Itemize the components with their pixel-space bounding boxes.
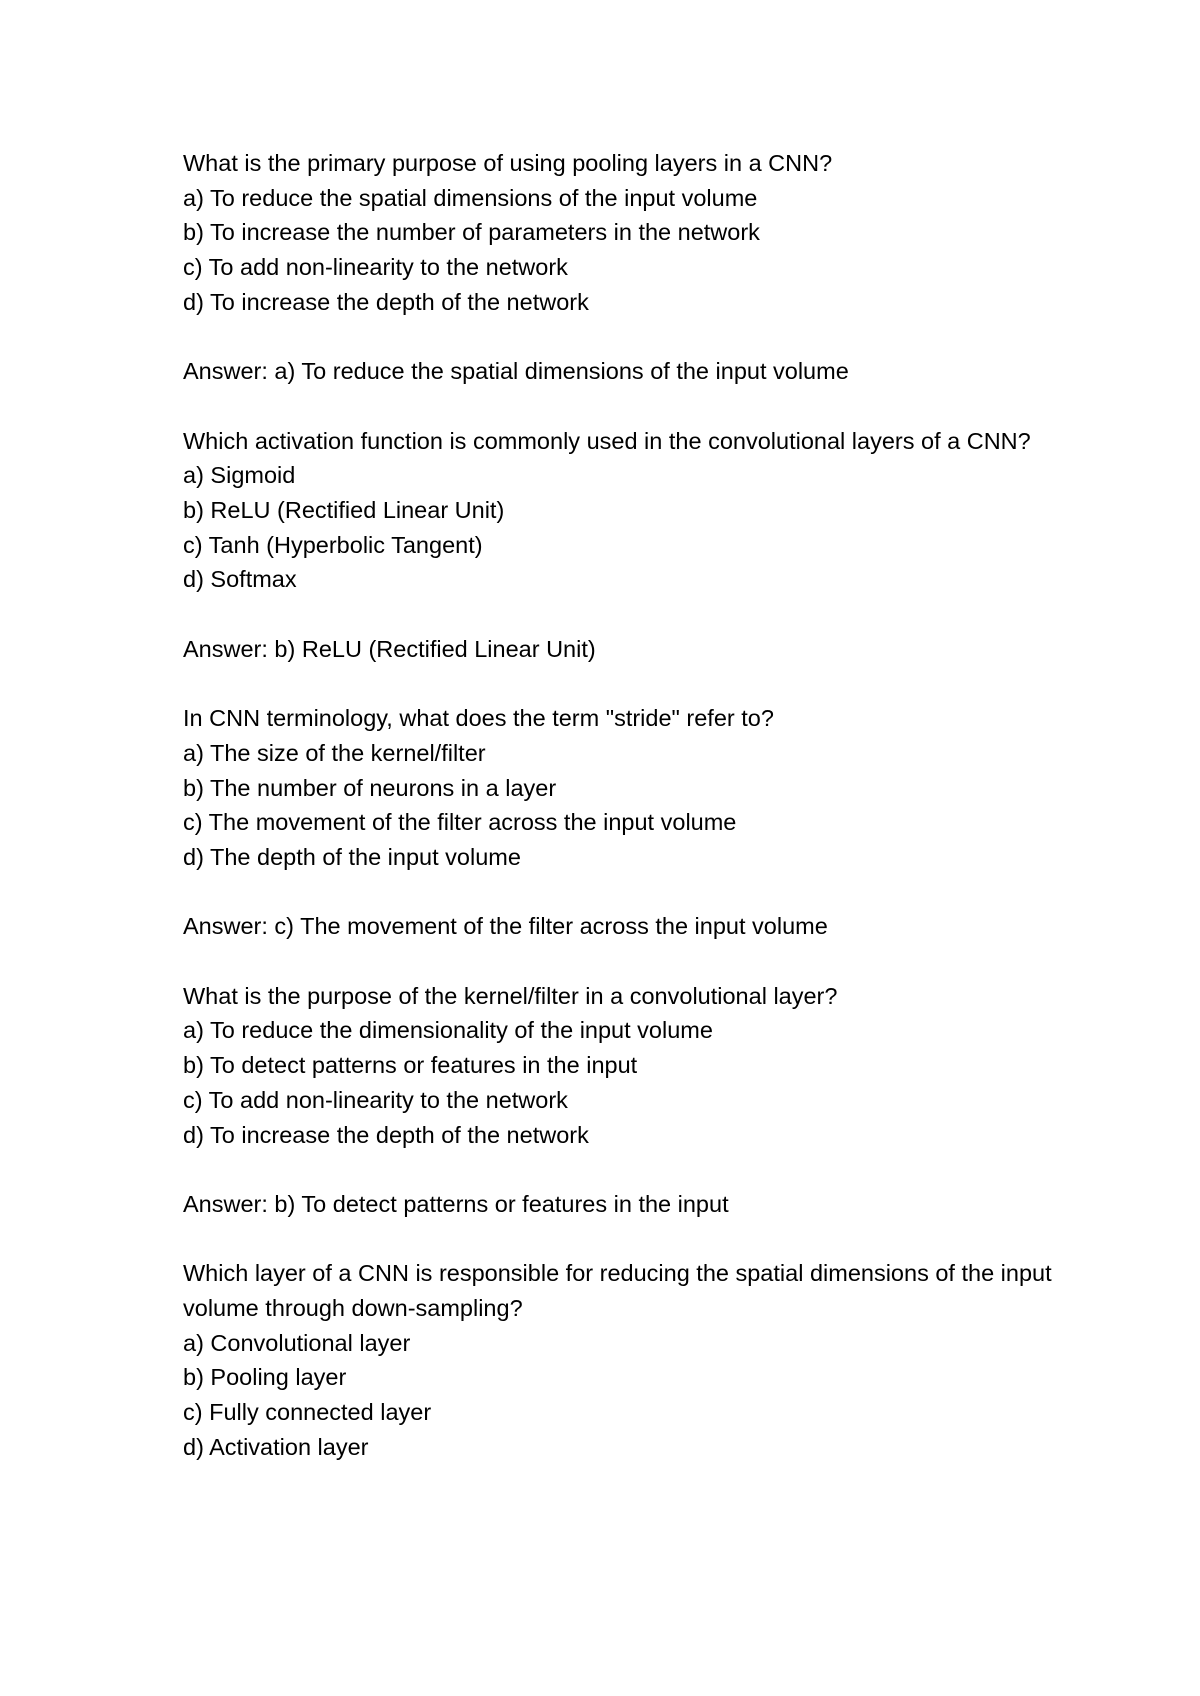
question-block [183,701,1053,979]
option-d: d) The depth of the input volume [183,844,521,870]
spacer [183,597,1053,632]
option-c: c) The movement of the filter across the input volume [183,809,737,836]
option-d: d) Activation layer [183,1433,369,1460]
spacer [183,320,1053,355]
option-a: a) Convolutional layer [183,1329,411,1356]
spacer [183,667,1053,702]
option-c: c) To add non-linearity to the network [183,254,568,281]
answer-text: Answer: b) ReLU (Rectified Linear Unit) [183,635,596,662]
spacer [183,875,1053,910]
question-text: What is the primary purpose of using pooling layers in a CNN? [183,150,833,176]
option-c: c) To add non-linearity to the network [183,1086,568,1113]
option-a: a) To reduce the dimensionality of the input volume [183,1017,713,1044]
spacer [183,944,1053,979]
option-d: d) To increase the depth of the network [183,1121,589,1148]
option-d: d) Softmax [183,566,297,593]
question-text: Which activation function is commonly used in the convolutional layers of a CNN? [183,427,1031,454]
option-c: c) Fully connected layer [183,1399,432,1426]
option-b: b) To increase the number of parameters in the network [183,219,760,246]
question-block [183,146,1053,424]
question-block [183,1256,1053,1464]
document-body [183,146,1053,1465]
question-block [183,424,1053,702]
option-b: b) Pooling layer [183,1364,347,1391]
option-b: b) The number of neurons in a layer [183,774,557,801]
spacer [183,1222,1053,1257]
question-text: Which layer of a CNN is responsible for reducing the spatial dimensions of the input volume through down-sampling? [183,1260,1052,1322]
option-a: a) The size of the kernel/filter [183,739,486,766]
answer-text: Answer: b) To detect patterns or features in the input [183,1190,729,1217]
answer-text: Answer: c) The movement of the filter across the input volume [183,913,828,940]
option-b: b) To detect patterns or features in the input [183,1052,638,1079]
answer-text: Answer: a) To reduce the spatial dimensions of the input volume [183,358,849,385]
option-c: c) Tanh (Hyperbolic Tangent) [183,531,483,558]
option-d: d) To increase the depth of the network [183,288,589,315]
spacer [183,389,1053,424]
spacer [183,1152,1053,1187]
question-block [183,979,1053,1257]
option-b: b) ReLU (Rectified Linear Unit) [183,497,505,523]
option-a: a) Sigmoid [183,462,296,489]
question-text: What is the purpose of the kernel/filter in a convolutional layer? [183,982,838,1009]
option-a: a) To reduce the spatial dimensions of the input volume [183,184,758,211]
question-text: In CNN terminology, what does the term "stride" refer to? [183,705,774,732]
